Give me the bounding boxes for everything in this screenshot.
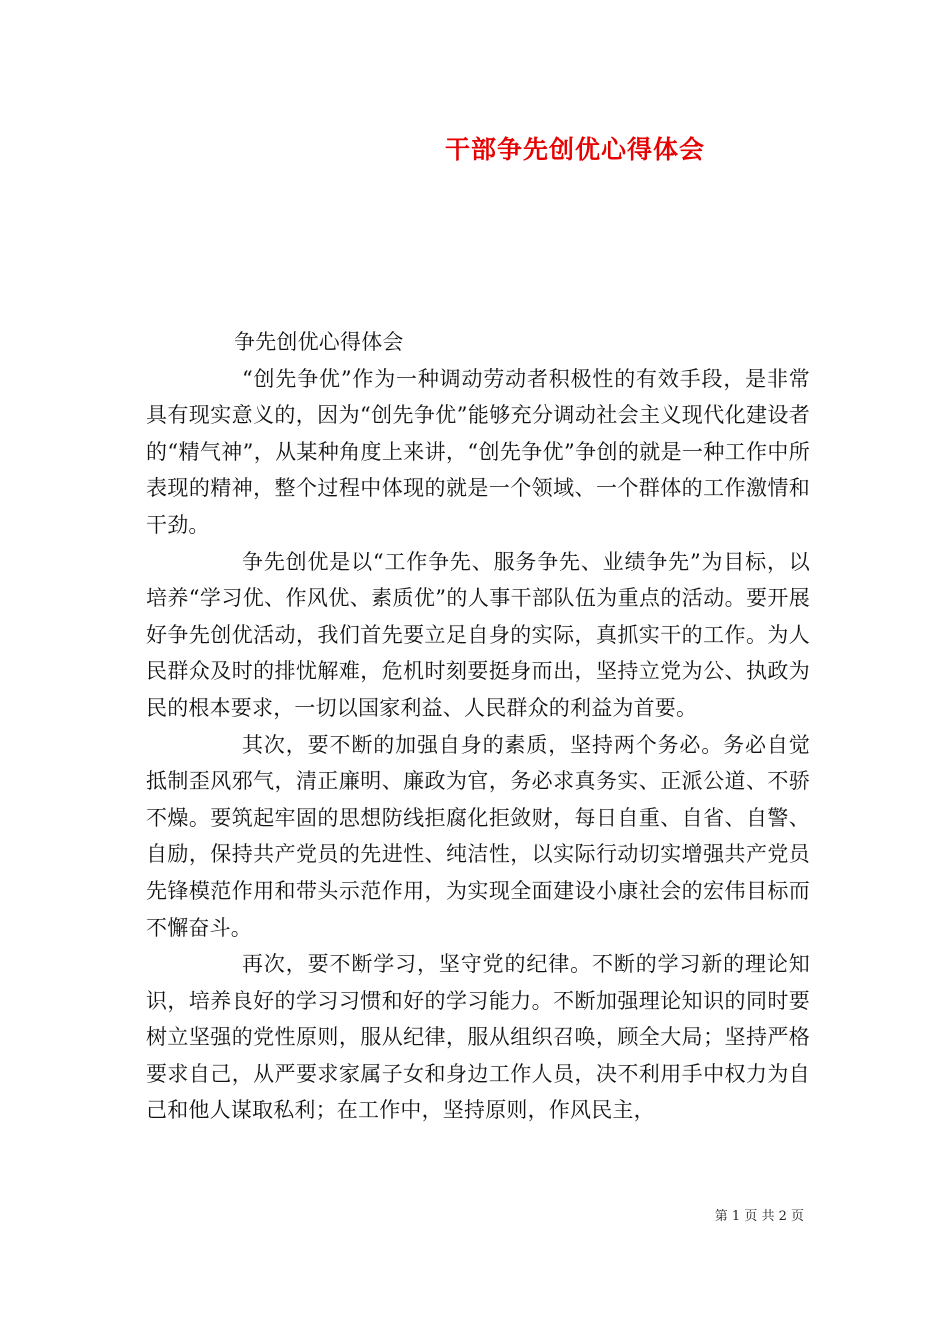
- paragraph-2: 争先创优是以“工作争先、服务争先、业绩争先”为目标，以培养“学习优、作风优、素质优”的人事干部队伍为重点的活动。要开展好争先创优活动，我们首先要立足自身的实际，真抓实干的工作。为人民群众及时的排忧解难，危机时刻要挺身而出，坚持立党为公、执政为民的根本要求，一切以国家利益、人民群众的利益为首要。: [146, 549, 810, 720]
- page-footer: 第 1 页 共 2 页: [714, 1209, 804, 1224]
- paragraph-3: 其次，要不断的加强自身的素质，坚持两个务必。务必自觉抵制歪风邪气，清正廉明、廉政为官，务必求真务实、正派公道、不骄不燥。要筑起牢固的思想防线拒腐化拒敛财，每日自重、自省、自警、自励，保持共产党员的先进性、纯洁性，以实际行动切实增强共产党员先锋模范作用和带头示范作用，为实现全面建设小康社会的宏伟目标而不懈奋斗。: [146, 732, 810, 940]
- document-body: [146, 324, 810, 1129]
- document-title: 干部争先创优心得体会: [444, 135, 705, 164]
- paragraph-1: “创先争优”作为一种调动劳动者积极性的有效手段，是非常具有现实意义的，因为“创先争优”能够充分调动社会主义现代化建设者的“精气神”，从某种角度上来讲，“创先争优”争创的就是一种工作中所表现的精神，整个过程中体现的就是一个领域、一个群体的工作激情和干劲。: [146, 366, 810, 537]
- document-subtitle: 争先创优心得体会: [234, 330, 404, 354]
- paragraph-4: 再次，要不断学习，坚守党的纪律。不断的学习新的理论知识，培养良好的学习习惯和好的学习能力。不断加强理论知识的同时要树立坚强的党性原则，服从纪律，服从组织召唤，顾全大局；坚持严格要求自己，从严要求家属子女和身边工作人员，决不利用手中权力为自己和他人谋取私利；在工作中，坚持原则，作风民主，: [146, 952, 810, 1123]
